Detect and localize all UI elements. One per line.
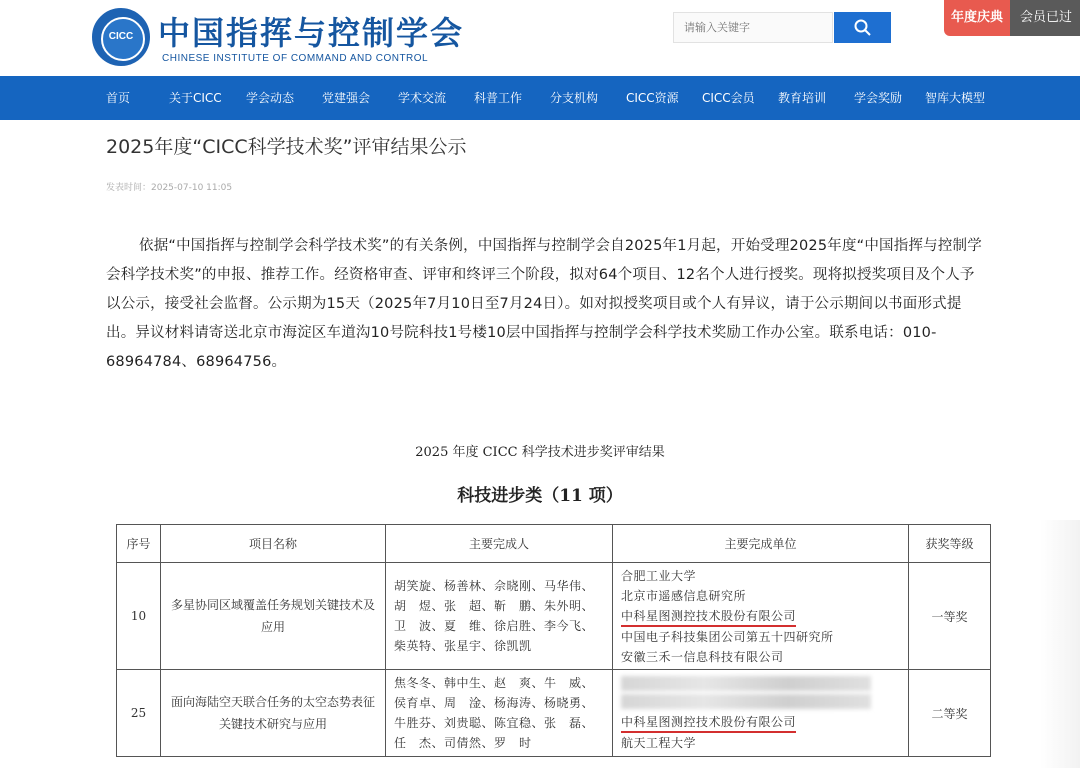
org-line: 航天工程大学: [621, 736, 697, 750]
people-line: 任 杰、司倩然、罗 时: [394, 736, 532, 750]
nav-item-branches[interactable]: 分支机构: [550, 91, 599, 105]
row-number: 25: [117, 670, 161, 757]
nav-item-academic[interactable]: 学术交流: [398, 91, 447, 105]
org-name: 中科星图测控技术股份有限公司: [621, 714, 796, 733]
nav-item-members[interactable]: CICC会员: [702, 91, 755, 105]
nav-item-awards[interactable]: 学会奖励: [854, 91, 903, 105]
org-line: 中国电子科技集团公司第五十四研究所: [621, 629, 834, 644]
member-status-badge[interactable]: 会员已过: [1010, 0, 1080, 36]
column-header: 序号: [117, 525, 161, 563]
org-line-highlighted: [621, 712, 900, 733]
cicc-emblem-logo[interactable]: [92, 8, 150, 66]
column-header: 获奖等级: [909, 525, 991, 563]
nav-item-thinktank[interactable]: 智库大模型: [925, 91, 986, 105]
award-level: 一等奖: [909, 563, 991, 670]
org-line: 安徽三禾一信息科技有限公司: [621, 649, 784, 664]
site-header: [0, 0, 1080, 76]
people-line: 卫 波、夏 维、徐启胜、李今飞、: [394, 619, 595, 633]
nav-item-news[interactable]: 学会动态: [246, 91, 295, 105]
column-header: 主要完成单位: [613, 525, 909, 563]
page-edge-shade: [1040, 520, 1080, 768]
publish-time: 发表时间：2025-07-10 11:05: [106, 183, 233, 193]
people-line: 焦冬冬、韩中生、赵 爽、牛 威、: [394, 676, 595, 690]
row-number: 10: [117, 563, 161, 670]
nav-item-party[interactable]: 党建强会: [322, 91, 371, 105]
people-line: 胡 煜、张 超、靳 鹏、朱外明、: [394, 599, 595, 613]
nav-item-resources[interactable]: CICC资源: [626, 91, 679, 105]
project-orgs: [613, 563, 909, 670]
project-name: 面向海陆空天联合任务的太空态势表征关键技术研究与应用: [161, 670, 386, 757]
site-subtitle: CHINESE INSTITUTE OF COMMAND AND CONTROL: [162, 53, 429, 64]
project-orgs: [613, 670, 909, 757]
org-line: 北京市遥感信息研究所: [621, 588, 747, 603]
award-level: 二等奖: [909, 670, 991, 757]
category-heading: 科技进步类（11 项）: [457, 486, 623, 506]
main-nav: [0, 76, 1080, 120]
nav-item-home[interactable]: 首页: [106, 91, 131, 105]
table-header-row: [117, 525, 991, 563]
people-line: 柴英特、张星宇、徐凯凯: [394, 639, 532, 653]
article-paragraph: 依据“中国指挥与控制学会科学技术奖”的有关条例，中国指挥与控制学会自2025年1月起，开始受理2025年度“中国指挥与控制学会科学技术奖”的申报、推荐工作。经资格审查、评审和终评三个阶段，拟对64个项目、12名个人进行授奖。现将拟授奖项目及个人予以公示，接受社会监督。公示期为15天（2025年7月10日至7月24日）。如对拟授奖项目或个人有异议，请于公示期间以书面形式提出。异议材料请寄送北京市海淀区车道沟10号院科技1号楼10层中国指挥与控制学会科学技术奖励工作办公室。联系电话：010-68964784、68964756。: [106, 238, 982, 370]
results-heading: 2025 年度 CICC 科学技术进步奖评审结果: [415, 445, 665, 460]
people-line: 侯育卓、周 淦、杨海涛、杨晓勇、: [394, 696, 595, 710]
redacted-org-line: [621, 694, 871, 709]
search-input[interactable]: [673, 12, 833, 43]
search-icon: [854, 19, 871, 36]
emblem-cicc-text: CICC: [108, 31, 134, 42]
people-line: 牛胜芬、刘贵聪、陈宜稳、张 磊、: [394, 716, 595, 730]
column-header: 主要完成人: [386, 525, 613, 563]
project-people: [386, 563, 613, 670]
nav-item-about[interactable]: 关于CICC: [169, 91, 222, 105]
search-button[interactable]: [834, 12, 891, 43]
people-line: 胡笑旋、杨善林、佘晓刚、马华伟、: [394, 579, 595, 593]
project-name: 多星协同区域覆盖任务规划关键技术及应用: [161, 563, 386, 670]
project-people: [386, 670, 613, 757]
org-line-highlighted: [621, 606, 900, 627]
results-table: [116, 524, 991, 757]
site-title[interactable]: 中国指挥与控制学会: [158, 14, 465, 52]
org-name: 中科星图测控技术股份有限公司: [621, 608, 796, 627]
table-row: [117, 670, 991, 757]
anniversary-promo-badge[interactable]: 年度庆典: [944, 0, 1010, 36]
column-header: 项目名称: [161, 525, 386, 563]
table-row: [117, 563, 991, 670]
nav-item-science[interactable]: 科普工作: [474, 91, 523, 105]
org-line: 合肥工业大学: [621, 568, 697, 583]
article-title: 2025年度“CICC科学技术奖”评审结果公示: [106, 136, 467, 158]
nav-item-education[interactable]: 教育培训: [778, 91, 827, 105]
redacted-org-line: [621, 676, 871, 691]
